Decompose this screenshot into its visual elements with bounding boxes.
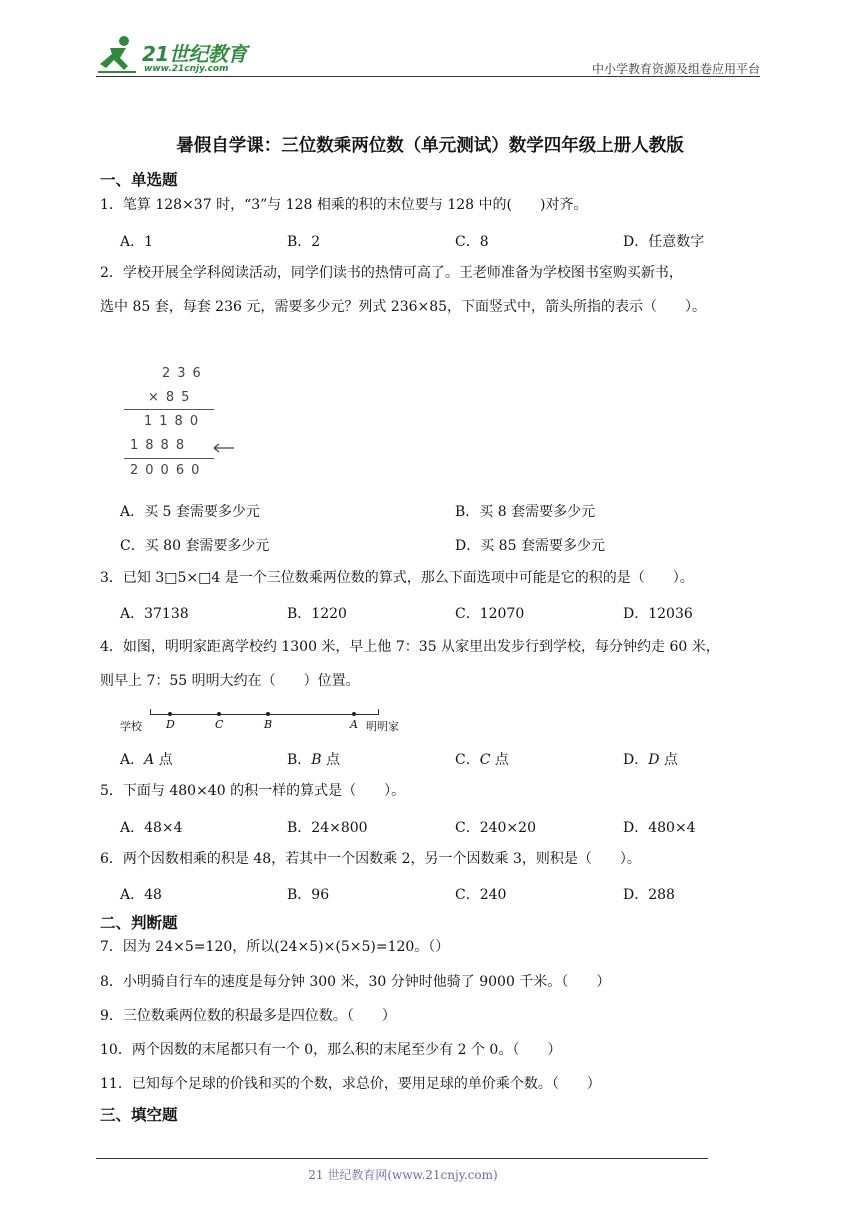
- point-b-label: B: [264, 718, 273, 731]
- q4-option-d[interactable]: [623, 749, 678, 769]
- question-11: 11．已知每个足球的价钱和买的个数，求总价，要用足球的单价乘个数。（ ）: [100, 1076, 601, 1092]
- q4-option-d-suffix: 点: [663, 752, 678, 768]
- q6-option-b[interactable]: B．96: [287, 887, 330, 903]
- logo-url: www.21cnjy.com: [144, 64, 229, 74]
- footer-divider: [96, 1158, 708, 1159]
- number-line: [150, 714, 379, 715]
- q4-option-c-suffix: 点: [494, 752, 509, 768]
- question-7: 7．因为 24×5=120，所以(24×5)×(5×5)=120。（）: [100, 939, 450, 955]
- q4-option-c-var: C: [479, 752, 491, 768]
- site-logo: [96, 34, 266, 76]
- question-2-line-2: 选中 85 套，每套 236 元，需要多少元？列式 236×85，下面竖式中，箭头所指的表示（ ）。: [100, 299, 707, 315]
- question-8: 8．小明骑自行车的速度是每分钟 300 米，30 分钟时他骑了 9000 千米。（ ）: [100, 974, 611, 990]
- q5-option-c[interactable]: C．240×20: [455, 820, 536, 836]
- q4-option-a-var: A: [144, 752, 155, 768]
- calc-partial-2: 1888: [130, 438, 192, 453]
- q3-option-b[interactable]: B．1220: [287, 606, 347, 622]
- point-d-label: D: [166, 718, 175, 731]
- point-d-dot: [168, 712, 172, 716]
- question-9: 9．三位数乘两位数的积最多是四位数。（ ）: [100, 1008, 396, 1024]
- q6-option-c[interactable]: C．240: [455, 887, 507, 903]
- q6-option-a[interactable]: A．48: [120, 887, 162, 903]
- number-line-right-tick: [378, 709, 379, 715]
- q2-option-c[interactable]: C．买 80 套需要多少元: [120, 538, 270, 554]
- q3-option-a[interactable]: A．37138: [120, 606, 189, 622]
- q4-option-a-prefix: A．: [120, 752, 145, 768]
- q4-option-d-prefix: D．: [623, 752, 649, 768]
- point-c-dot: [217, 712, 221, 716]
- point-b-dot: [266, 712, 270, 716]
- q1-option-c[interactable]: C．8: [455, 234, 489, 250]
- number-line-school-label: 学校: [120, 720, 142, 733]
- number-line-home-label: 明明家: [366, 720, 399, 733]
- question-4-line-1: 4．如图，明明家距离学校约 1300 米，早上他 7：35 从家里出发步行到学校，每分钟约走 60 米，: [100, 639, 720, 655]
- q3-option-c[interactable]: C．12070: [455, 606, 525, 622]
- calc-multiplier: ×85: [148, 390, 197, 405]
- header-platform-text: 中小学教育资源及组卷应用平台: [591, 62, 760, 76]
- q4-option-a-suffix: 点: [158, 752, 173, 768]
- calc-product: 20060: [130, 463, 207, 478]
- q2-option-d[interactable]: D．买 85 套需要多少元: [455, 538, 605, 554]
- question-2-line-1: 2．学校开展全学科阅读活动，同学们读书的热情可高了。王老师准备为学校图书室购买新书，: [100, 265, 683, 281]
- q4-option-b-suffix: 点: [326, 752, 341, 768]
- q5-option-a[interactable]: A．48×4: [120, 820, 183, 836]
- q4-option-b-prefix: B．: [287, 752, 312, 768]
- logo-text: 21世纪教育: [142, 42, 247, 66]
- section-heading-fill-in: 三、填空题: [100, 1106, 178, 1124]
- header-divider: [96, 76, 760, 77]
- calc-rule-1: [124, 409, 214, 410]
- calc-multiplicand: 236: [162, 366, 208, 381]
- question-1: 1．笔算 128×37 时，“3”与 128 相乘的积的末位要与 128 中的( )对齐。: [100, 197, 588, 213]
- section-heading-single-choice: 一、单选题: [100, 171, 178, 189]
- question-4-line-2: 则早上 7：55 明明大约在（ ）位置。: [100, 673, 360, 689]
- q5-option-d[interactable]: D．480×4: [623, 820, 696, 836]
- q1-option-a[interactable]: A．1: [120, 234, 154, 250]
- footer-text: 21 世纪教育网(www.21cnjy.com): [308, 1168, 498, 1182]
- q4-option-d-var: D: [648, 752, 660, 768]
- number-line-left-tick: [150, 709, 151, 715]
- point-a-dot: [352, 712, 356, 716]
- calc-rule-2: [124, 458, 214, 459]
- q4-option-c[interactable]: [455, 749, 509, 769]
- q6-option-d[interactable]: D．288: [623, 887, 675, 903]
- question-5: 5．下面与 480×40 的积一样的算式是（ ）。: [100, 783, 406, 799]
- q2-option-b[interactable]: B．买 8 套需要多少元: [455, 504, 596, 520]
- q1-option-d[interactable]: D．任意数字: [623, 234, 705, 250]
- distance-number-line-figure: [118, 706, 418, 736]
- point-c-label: C: [215, 718, 224, 731]
- calc-partial-1: 1180: [144, 414, 206, 429]
- runner-logo-icon: [96, 34, 142, 74]
- question-6: 6．两个因数相乘的积是 48，若其中一个因数乘 2，另一个因数乘 3，则积是（ ）。: [100, 851, 641, 867]
- question-10: 10．两个因数的末尾都只有一个 0，那么积的末尾至少有 2 个 0。（ ）: [100, 1042, 562, 1058]
- q4-option-b-var: B: [311, 752, 322, 768]
- q2-option-a[interactable]: A．买 5 套需要多少元: [120, 504, 260, 520]
- q4-option-b[interactable]: [287, 749, 340, 769]
- arrow-left-icon: [210, 442, 236, 454]
- question-3: 3．已知 3□5×□4 是一个三位数乘两位数的算式，那么下面选项中可能是它的积的是（ ）。: [100, 570, 694, 586]
- q1-option-b[interactable]: B．2: [287, 234, 321, 250]
- vertical-multiplication-figure: [118, 362, 248, 484]
- section-heading-true-false: 二、判断题: [100, 914, 178, 932]
- page-title: 暑假自学课：三位数乘两位数（单元测试）数学四年级上册人教版: [176, 136, 684, 156]
- q4-option-c-prefix: C．: [455, 752, 480, 768]
- q3-option-d[interactable]: D．12036: [623, 606, 693, 622]
- q4-option-a[interactable]: [120, 749, 173, 769]
- point-a-label: A: [350, 718, 358, 731]
- q5-option-b[interactable]: B．24×800: [287, 820, 368, 836]
